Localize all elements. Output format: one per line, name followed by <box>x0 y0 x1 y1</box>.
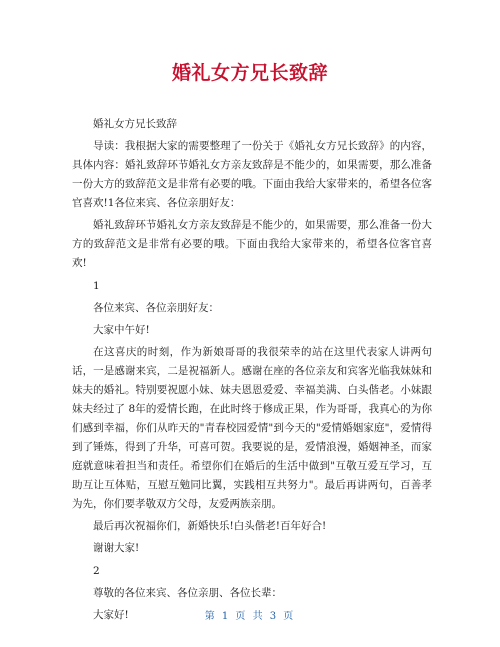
body-paragraph: 导读：我根据大家的需要整理了一份关于《婚礼女方兄长致辞》的内容，具体内容：婚礼致辞环节婚礼女方亲友致辞是不能少的，如果需要，那么准备一份大方的致辞范文是非常有必要的哦。下面由我给大家带来的，希望各位客官喜欢!1各位来宾、各位亲朋好友： <box>72 140 432 209</box>
body-paragraph: 婚礼女方兄长致辞 <box>93 118 177 130</box>
body-paragraph: 大家中午好! <box>93 324 150 336</box>
body-paragraph: 1 <box>93 280 100 292</box>
document-body <box>72 115 432 628</box>
body-paragraph: 尊敬的各位来宾、各位亲朋、各位长辈： <box>93 587 282 599</box>
body-paragraph: 2 <box>93 565 100 577</box>
page-footer: 第 1 页 共 3 页 <box>204 611 296 622</box>
body-paragraph: 各位来宾、各位亲朋好友： <box>93 302 219 314</box>
body-paragraph: 在这喜庆的时刻，作为新娘哥哥的我很荣幸的站在这里代表家人讲两句话，一是感谢来宾，二是祝福新人。感谢在座的各位亲友和宾客光临我妹妹和妹夫的婚礼。特别要祝愿小妹、妹夫恩恩爱爱、幸福美满、白头偕老。小妹跟妹夫经过了 8年的爱情长跑，在此时终于修成正果，作为哥哥，我真心的为你们感到幸福，你们从昨天的"青春校园爱情"到今天的"爱情婚姻家庭"，爱情得到了锤炼，得到了升华，可喜可贺。我要说的是，爱情浪漫，婚姻神圣，而家庭就意味着担当和责任。希望你们在婚后的生活中做到"互敬互爱互学习，互助互让互体贴，互慰互勉同比翼，实践相互共努力"。最后再讲两句，百善孝为先，你们要孝敬双方父母，友爱两族亲朋。 <box>72 346 432 510</box>
body-paragraph: 婚礼致辞环节婚礼女方亲友致辞是不能少的，如果需要，那么准备一份大方的致辞范文是非常有必要的哦。下面由我给大家带来的，希望各位客官喜欢! <box>72 219 432 269</box>
body-paragraph: 谢谢大家! <box>93 542 140 554</box>
document-title: 婚礼女方兄长致辞 <box>171 62 328 84</box>
body-paragraph: 大家好! <box>93 609 129 621</box>
body-paragraph: 最后再次祝福你们，新婚快乐!白头偕老!百年好合! <box>93 520 327 532</box>
